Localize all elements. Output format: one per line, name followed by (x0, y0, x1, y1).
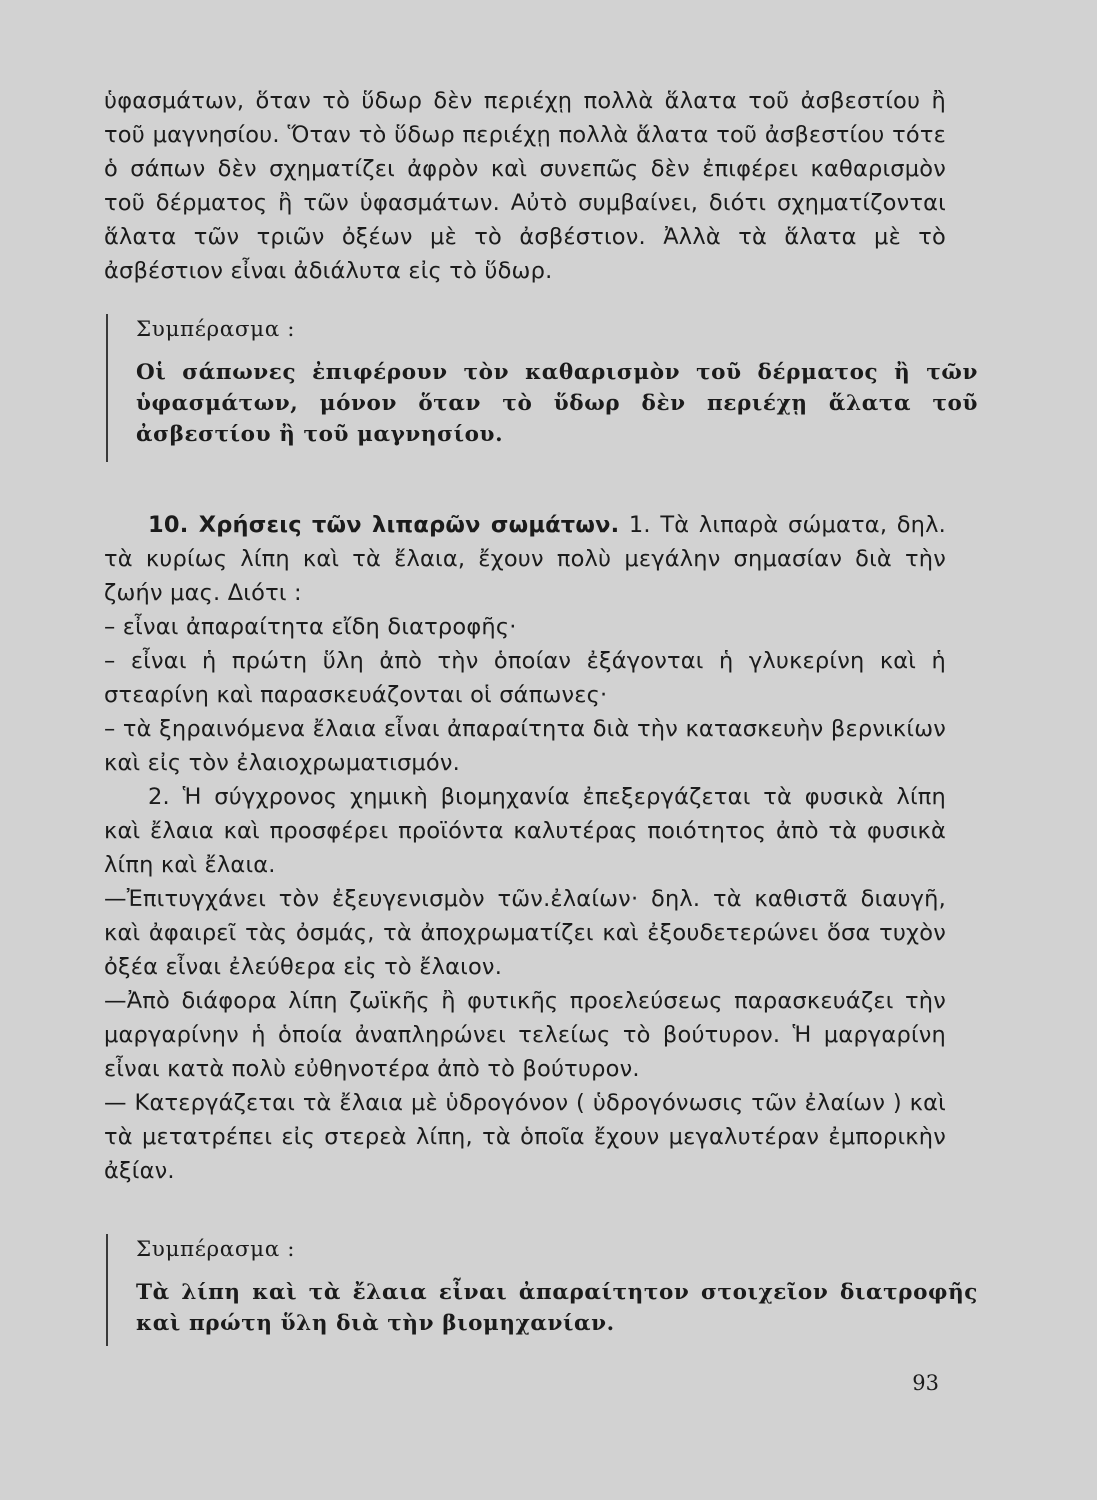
dash-item: —Ἐπιτυγχάνει τὸν ἐξευγενισμὸν τῶν.ἐλαίων· δηλ. τὰ καθιστᾶ διαυγῆ, καὶ ἀφαιρεῖ τὰς ὀσμάς, τὰ ἀποχρωματίζει καὶ ἐξουδετερώνει ὅσα τυχὸν ὀξέα εἶναι ἐλεύθερα εἰς τὸ ἔλαιον. (104, 886, 946, 980)
dash-item: — Κατεργάζεται τὰ ἔλαια μὲ ὑδρογόνον ( ὑδρογόνωσις τῶν ἐλαίων ) καὶ τὰ μετατρέπει εἰς στερεὰ λίπη, τὰ ὁποῖα ἔχουν μεγαλυτέραν ἐμπορικὴν ἀξίαν. (104, 1090, 946, 1184)
section-title: Χρήσεις τῶν λιπαρῶν σωμάτων. (198, 512, 620, 538)
section-intro-text: 1. Τὰ λιπαρὰ σώματα, δηλ. τὰ κυρίως λίπη καὶ τὰ ἔλαια, ἔχουν πολὺ μεγάλην σημασίαν διὰ τὴν ζωήν μας. Διότι : (104, 512, 946, 606)
section-number: 10. (148, 512, 189, 538)
section-uses-of-fats (104, 508, 946, 1188)
conclusion-text-1: Οἱ σάπωνες ἐπιφέρουν τὸν καθαρισμὸν τοῦ δέρματος ἢ τῶν ὑφασμάτων, μόνον ὅταν τὸ ὕδωρ δὲν περιέχῃ ἅλατα τοῦ ἀσβεστίου ἢ τοῦ μαγνησίου. (136, 360, 978, 447)
bullet-item: – εἶναι ἡ πρώτη ὕλη ἀπὸ τὴν ὁποίαν ἐξάγονται ἡ γλυκερίνη καὶ ἡ στεαρίνη καὶ παρασκευάζονται οἱ σάπωνες· (104, 648, 946, 708)
conclusion-box-2 (106, 1234, 978, 1346)
dash-item: —Ἀπὸ διάφορα λίπη ζωϊκῆς ἢ φυτικῆς προελεύσεως παρασκευάζει τὴν μαργαρίνην ἡ ὁποία ἀναπληρώνει τελείως τὸ βούτυρον. Ἡ μαργαρίνη εἶναι κατὰ πολὺ εὐθηνοτέρα ἀπὸ τὸ βούτυρον. (104, 988, 946, 1082)
intro-block (104, 84, 946, 288)
section-heading (148, 512, 619, 538)
conclusion-text-2: Τὰ λίπη καὶ τὰ ἔλαια εἶναι ἀπαραίτητον στοιχεῖον διατροφῆς καὶ πρώτη ὕλη διὰ τὴν βιομηχανίαν. (136, 1280, 978, 1336)
conclusion-label-2: Συμπέρασμα : (136, 1237, 296, 1262)
bullet-item: – εἶναι ἀπαραίτητα εἴδη διατροφῆς· (104, 614, 517, 640)
conclusion-box-1 (106, 314, 978, 462)
intro-paragraph: ὑφασμάτων, ὅταν τὸ ὕδωρ δὲν περιέχῃ πολλὰ ἅλατα τοῦ ἀσβεστίου ἢ τοῦ μαγνησίου. Ὅταν τὸ ὕδωρ περιέχῃ πολλὰ ἅλατα τοῦ ἀσβεστίου τότε ὁ σάπων δὲν σχηματίζει ἀφρὸν καὶ συνεπῶς δὲν ἐπιφέρει καθαρισμὸν τοῦ δέρματος ἢ τῶν ὑφασμάτων. Αὐτὸ συμβαίνει, διότι σχηματίζονται ἅλατα τῶν τριῶν ὀξέων μὲ τὸ ἀσβέστιον. Ἀλλὰ τὰ ἅλατα μὲ τὸ ἀσβέστιον εἶναι ἀδιάλυτα εἰς τὸ ὕδωρ. (104, 88, 946, 284)
page-number: 93 (912, 1371, 939, 1395)
section-intro-paragraph (104, 508, 946, 610)
conclusion-label-1: Συμπέρασμα : (136, 317, 296, 342)
paragraph-2: 2. Ἡ σύγχρονος χημικὴ βιομηχανία ἐπεξεργάζεται τὰ φυσικὰ λίπη καὶ ἔλαια καὶ προσφέρει προϊόντα καλυτέρας ποιότητος ἀπὸ τὰ φυσικὰ λίπη καὶ ἔλαια. (104, 784, 946, 878)
bullet-item: – τὰ ξηραινόμενα ἔλαια εἶναι ἀπαραίτητα διὰ τὴν κατασκευὴν βερνικίων καὶ εἰς τὸν ἐλαιοχρωματισμόν. (104, 716, 946, 776)
